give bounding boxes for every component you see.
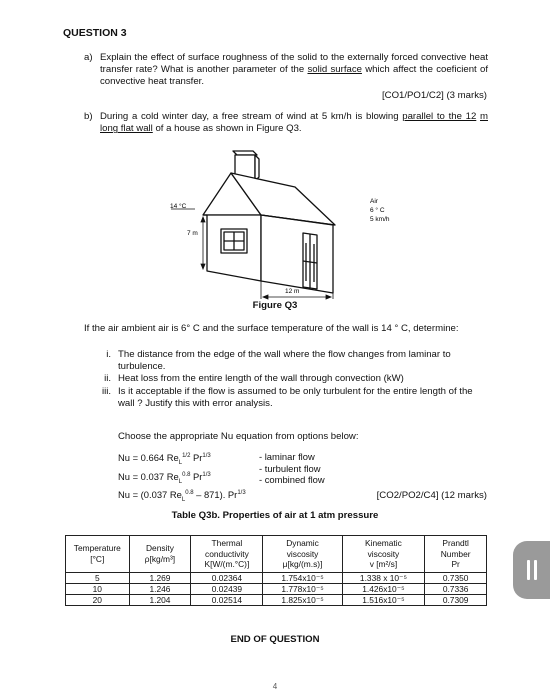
cell: 0.7336 (425, 583, 487, 594)
pause-bar-icon (534, 560, 537, 580)
house-figure (165, 143, 405, 303)
cell: 1.269 (129, 572, 191, 583)
cell: 1.516x10⁻⁵ (342, 594, 425, 605)
cell: 1.754x10⁻⁵ (263, 572, 342, 583)
cell: 1.246 (129, 583, 191, 594)
equation-turbulent: Nu = 0.037 $Re_L^{0.8}$ $Pr^{1/3}$ (118, 470, 211, 485)
item-num: ii. (104, 373, 111, 385)
figure-caption: Figure Q3 (252, 300, 298, 311)
part-b-text (100, 111, 488, 135)
part-a-underlined: solid surface (307, 64, 362, 76)
cell: 1.825x10⁻⁵ (263, 594, 342, 605)
cell: 0.02514 (191, 594, 263, 605)
question-items (101, 349, 488, 410)
question-title: QUESTION 3 (63, 27, 127, 39)
end-of-question: END OF QUESTION (230, 634, 320, 645)
item-text: The distance from the edge of the wall where the flow changes from laminar to turbulence. (118, 349, 451, 373)
equations (118, 451, 258, 507)
table-row (66, 572, 487, 583)
col-temperature: Temperature [°C] (66, 536, 130, 573)
col-dynamic-viscosity: Dynamic viscosity μ[kg/(m.s)] (263, 536, 342, 573)
col-thermal-conductivity: Thermal conductivity K[W/(m.°C)] (191, 536, 263, 573)
page-number: 4 (272, 682, 278, 691)
part-b-marks: [CO2/PO2/C4] (12 marks) (376, 490, 487, 501)
cell: 1.426x10⁻⁵ (342, 583, 425, 594)
choose-text: Choose the appropriate Nu equation from options below: (118, 431, 359, 442)
equation-desc: - laminar flow (259, 451, 315, 462)
cell: 0.7350 (425, 572, 487, 583)
cell: 1.338 x 10⁻⁵ (342, 572, 425, 583)
equation-laminar: Nu = 0.664 $Re_L^{1/2}$ $Pr^{1/3}$ (118, 452, 211, 466)
cell: 1.204 (129, 594, 191, 605)
figure-label-air: Air (370, 198, 378, 205)
item-num: i. (106, 349, 111, 360)
item-ii (104, 373, 488, 385)
figure-label-length: 12 m (285, 288, 300, 295)
air-properties-table (65, 535, 487, 606)
col-density: Density ρ[kg/m³] (129, 536, 191, 573)
item-text: Is it acceptable if the flow is assumed to be only turbulent for the entire length of the wall ? Justify this with error analysis. (118, 385, 473, 409)
pause-bar-icon (527, 560, 530, 580)
figure-label-air-temp: 6 ° C (370, 207, 385, 214)
part-b-label: b) (84, 111, 93, 122)
figure-label-air-speed: 5 km/h (370, 216, 390, 223)
determine-text: If the air ambient air is 6° C and the surface temperature of the wall is 14 ° C, determine: (84, 323, 459, 334)
part-a-text-1: Explain the effect of surface roughness of the solid to the externally forced convective heat transfer rate? What is another parameter of the (100, 52, 488, 76)
cell: 5 (66, 572, 130, 583)
cell: 0.7309 (425, 594, 487, 605)
table-title: Table Q3b. Properties of air at 1 atm pressure (171, 510, 379, 521)
cell: 0.02439 (191, 583, 263, 594)
item-num: iii. (101, 385, 111, 397)
table-row (66, 594, 487, 605)
part-b-text-1: During a cold winter day, a free stream of wind at 5 km/h is blowing (100, 111, 403, 122)
part-a-label: a) (84, 52, 93, 63)
part-b-underlined-1: parallel to the 12 (402, 111, 477, 122)
part-b-text-2: of a house as shown in Figure Q3. (152, 123, 302, 135)
part-a-text-2: which affect the coeficient of convective heat transfer. (100, 64, 488, 88)
table-row (66, 583, 487, 594)
side-panel-toggle[interactable] (513, 541, 550, 599)
part-a-marks: [CO1/PO1/C2] (3 marks) (381, 90, 487, 101)
figure-label-inside-temp: 14 °C (170, 203, 187, 210)
cell: 10 (66, 583, 130, 594)
item-i (106, 349, 488, 373)
col-kinematic-viscosity: Kinematic viscosity v [m²/s] (342, 536, 425, 573)
part-a-text (100, 52, 488, 89)
item-iii (101, 385, 488, 410)
part-b-underlined-2: m long flat wall (100, 111, 488, 135)
item-text: Heat loss from the entire length of the wall through convection (kW) (118, 373, 404, 385)
equation-desc: - turbulent flow (259, 462, 321, 474)
equation-desc: - combined flow (259, 474, 325, 485)
figure-label-height: 7 m (187, 230, 198, 237)
cell: 0.02364 (191, 572, 263, 583)
equation-descriptions (259, 451, 369, 486)
col-prandtl: Prandtl Number Pr (425, 536, 487, 573)
cell: 20 (66, 594, 130, 605)
table-header-row (66, 536, 487, 573)
equation-combined: Nu = (0.037 $Re_L^{0.8} - 871$). $Pr^{1/3}$ (118, 489, 246, 503)
cell: 1.778x10⁻⁵ (263, 583, 342, 594)
